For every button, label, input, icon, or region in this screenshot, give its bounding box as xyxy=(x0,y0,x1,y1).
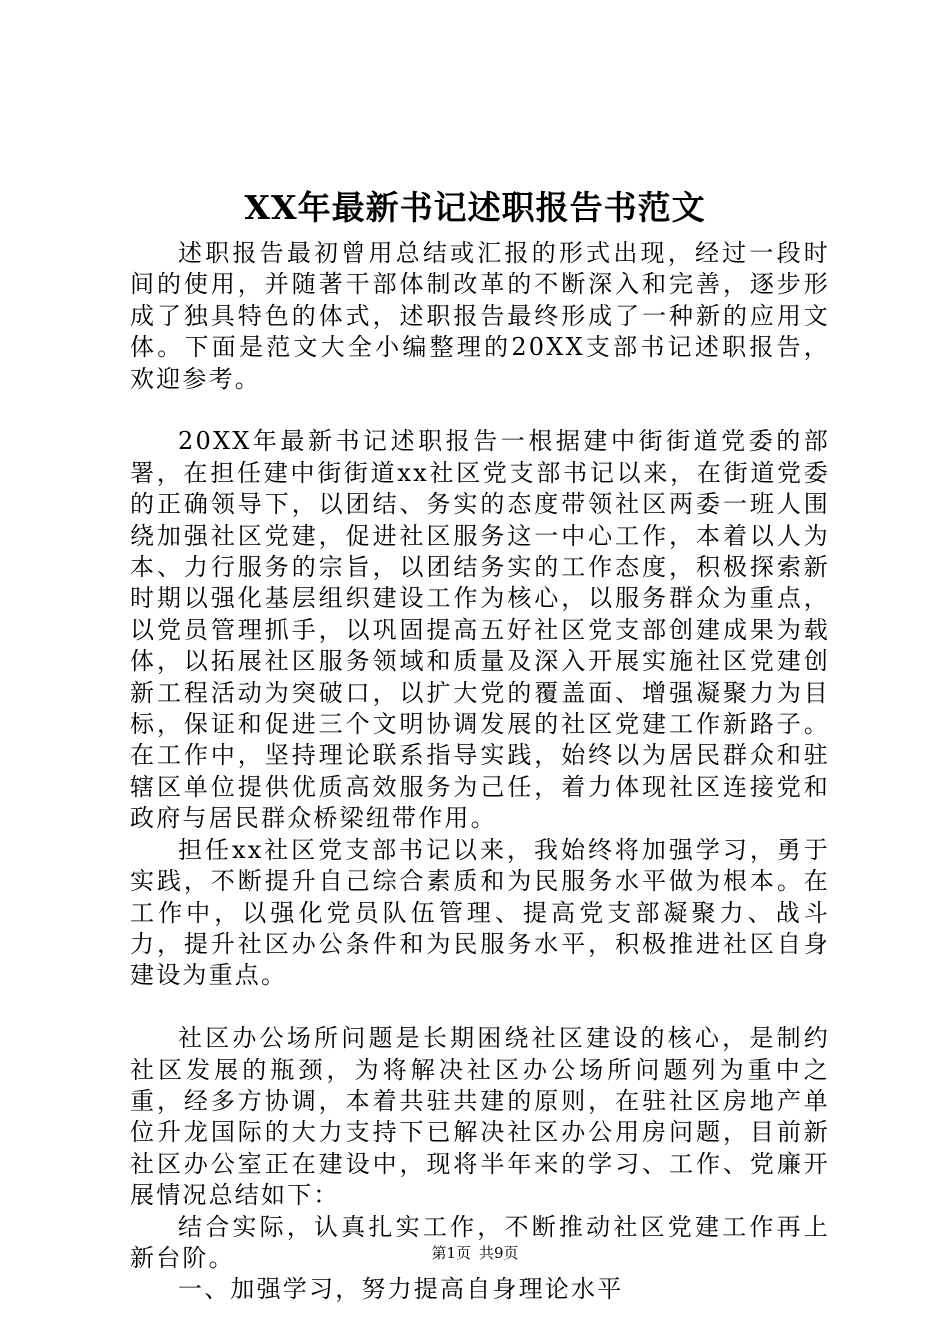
paragraph-intro: 述职报告最初曾用总结或汇报的形式出现，经过一段时间的使用，并随著干部体制改革的不断深入和完善，逐步形成了独具特色的体式，述职报告最终形成了一种新的应用文体。下面是范文大全小编整理的20XX支部书记述职报告，欢迎参考。 xyxy=(130,239,830,393)
paragraph-study-and-practice: 担任xx社区党支部书记以来，我始终将加强学习，勇于实践，不断提升自己综合素质和为民服务水平做为根本。在工作中，以强化党员队伍管理、提高党支部凝聚力、战斗力，提升社区办公条件和为民服务水平，积极推进社区自身建设为重点。 xyxy=(130,835,830,990)
paragraph-summary-goal: 结合实际，认真扎实工作，不断推动社区党建工作再上新台阶。 xyxy=(130,1212,830,1272)
document-body xyxy=(130,238,830,1306)
page-number-total: 共9页 xyxy=(479,1244,519,1262)
section-heading-study: 一、加强学习，努力提高自身理论水平 xyxy=(178,1275,624,1304)
document-title: XX年最新书记述职报告书范文 xyxy=(244,188,706,227)
paragraph-office-space: 社区办公场所问题是长期困绕社区建设的核心，是制约社区发展的瓶颈，为将解决社区办公场所问题列为重中之重，经多方协调，本着共驻共建的原则，在驻社区房地产单位升龙国际的大力支持下已解决社区办公用房问题，目前新社区办公室正在建设中，现将半年来的学习、工作、党廉开展情况总结如下： xyxy=(130,1024,830,1210)
paragraph-report-overview: 20XX年最新书记述职报告一根据建中街街道党委的部署，在担任建中街街道xx社区党支部书记以来，在街道党委的正确领导下，以团结、务实的态度带领社区两委一班人围绕加强社区党建，促进社区服务这一中心工作，本着以人为本、力行服务的宗旨，以团结务实的工作态度，积极探索新时期以强化基层组织建设工作为核心，以服务群众为重点，以党员管理抓手，以巩固提高五好社区党支部创建成果为载体，以拓展社区服务领域和质量及深入开展实施社区党建创新工程活动为突破口，以扩大党的覆盖面、增强凝聚力为目标，保证和促进三个文明协调发展的社区党建工作新路子。在工作中，坚持理论联系指导实践，始终以为居民群众和驻辖区单位提供优质高效服务为己任，着力体现社区连接党和政府与居民群众桥梁纽带作用。 xyxy=(130,427,830,833)
page-footer xyxy=(0,1243,950,1263)
page-number-current: 第1页 xyxy=(431,1244,471,1262)
